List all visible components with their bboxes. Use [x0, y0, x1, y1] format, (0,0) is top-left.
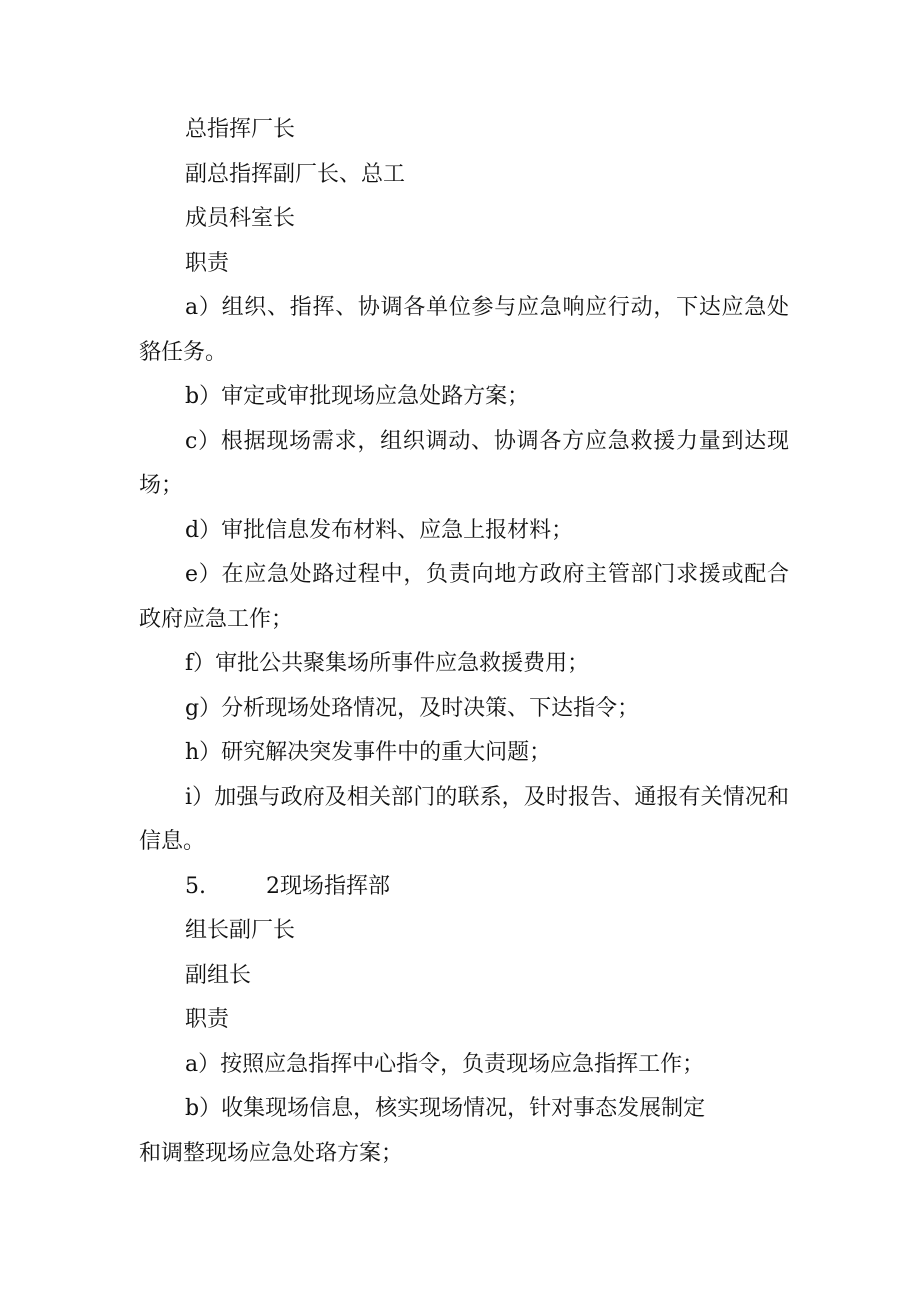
line-deputy-commander: 副总指挥副厂长、总工 — [185, 161, 406, 187]
site-duty-item-b: b）收集现场信息，核实现场情况，针对事态发展制定 — [185, 1096, 706, 1121]
duty-item-a: a）组织、指挥、协调各单位参与应急响应行动，下达应急处貉任务。 — [139, 295, 789, 365]
duty-item-d: d）审批信息发布材料、应急上报材料； — [185, 517, 574, 543]
line-commander: 总指挥厂长 — [185, 117, 296, 142]
line-deputy-team-leader: 副组长 — [185, 962, 252, 988]
line-team-leader: 组长副厂长 — [185, 918, 296, 943]
site-duty-item-b-continued: 和调整现场应急处珞方案； — [139, 1140, 404, 1166]
duty-item-g: g）分析现场处珞情况，及时决策、下达指令； — [185, 695, 640, 721]
line-duties-heading-2: 职责 — [185, 1007, 230, 1032]
duty-item-e: e）在应急处路过程中，负责向地方政府主管部门求援或配合政府应急工作； — [139, 562, 789, 632]
section-heading — [139, 865, 789, 910]
duty-item-b: b）审定或审批现场应急处路方案； — [185, 384, 530, 409]
section-title: 2现场指挥部 — [266, 873, 390, 899]
section-number: 5. — [185, 873, 206, 899]
site-duty-item-a: a）按照应急指挥中心指令，负责现场应急指挥工作； — [185, 1051, 705, 1077]
duty-item-h: h）研究解决突发事件中的重大问题； — [185, 740, 552, 765]
duty-item-f: f）审批公共聚集场所事件应急救援费用； — [185, 651, 590, 676]
line-members: 成员科室长 — [185, 206, 296, 231]
duty-item-i: i）加强与政府及相关部门的联系，及时报告、通报有关情况和信息。 — [139, 784, 789, 854]
duty-item-c: c）根据现场需求，组织调动、协调各方应急救援力量到达现场； — [139, 428, 789, 498]
document-body — [139, 108, 789, 1176]
line-duties-heading: 职责 — [185, 250, 230, 276]
